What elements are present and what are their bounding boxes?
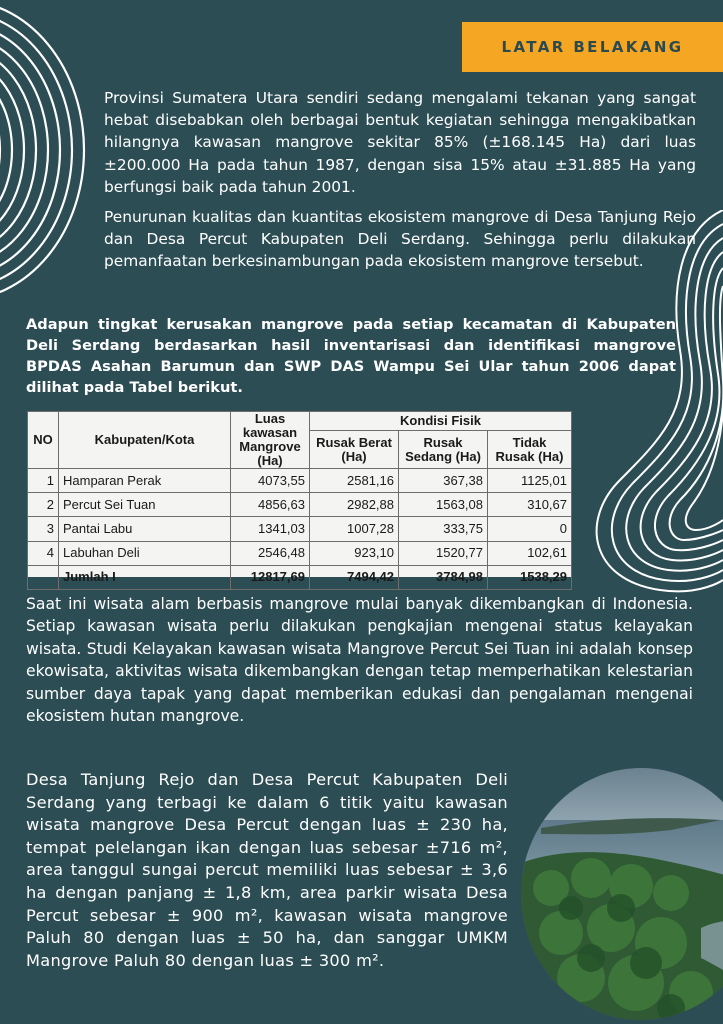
- table-row: [28, 469, 572, 493]
- cell-medium: 333,75: [399, 517, 488, 541]
- mangrove-aerial-photo: [521, 768, 723, 1020]
- header-no: NO: [28, 412, 59, 469]
- cell-no: 2: [28, 493, 59, 517]
- cell-no: 1: [28, 469, 59, 493]
- cell-heavy: 923,10: [310, 541, 399, 565]
- cell-heavy: 2982,88: [310, 493, 399, 517]
- header-heavy-damage: Rusak Berat (Ha): [310, 431, 399, 469]
- cell-total-none: 1538,29: [488, 565, 572, 589]
- ecotourism-paragraph: Saat ini wisata alam berbasis mangrove mulai banyak dikembangkan di Indonesia. Setiap kawasan wisata perlu dilakukan pengkajian mengenai status kelayakan wisata. Studi Kelayakan kawasan wisata Mangrove Percut Sei Tuan ini adalah konsep ekowisata, aktivitas wisata dikembangkan dengan tetap memperhatikan kelestarian sumber daya tapak yang dapat memberikan edukasi dan pengalaman mengenai ekosistem hutan mangrove.: [26, 595, 693, 726]
- cell-no: 4: [28, 541, 59, 565]
- intro-paragraph: Provinsi Sumatera Utara sendiri sedang mengalami tekanan yang sangat hebat disebabkan oleh berbagai bentuk kegiatan sehingga mengakibatkan hilangnya kawasan mangrove sekitar 85% (±168.145 Ha) dari luas ±200.000 Ha pada tahun 1987, dengan sisa 15% atau ±31.885 Ha yang berfungsi baik pada tahun 2001.: [104, 89, 696, 196]
- header-region: Kabupaten/Kota: [59, 412, 231, 469]
- cell-total-label: Jumlah I: [59, 565, 231, 589]
- table-row: [28, 541, 572, 565]
- cell-region: Percut Sei Tuan: [59, 493, 231, 517]
- cell-area: 4073,55: [231, 469, 310, 493]
- cell-none: 310,67: [488, 493, 572, 517]
- concentric-arcs-decoration: [0, 0, 100, 310]
- cell-area: 2546,48: [231, 541, 310, 565]
- decline-paragraph: Penurunan kualitas dan kuantitas ekosistem mangrove di Desa Tanjung Rejo dan Desa Percut Kabupaten Deli Serdang. Sehingga perlu dilakukan pemanfaatan berkesinambungan pada ekosistem mangrove tersebut.: [104, 208, 696, 271]
- cell-medium: 1563,08: [399, 493, 488, 517]
- cell-medium: 367,38: [399, 469, 488, 493]
- header-physical-condition: Kondisi Fisik: [310, 412, 572, 431]
- table-total-row: [28, 565, 572, 589]
- section-header-badge: [462, 22, 723, 72]
- cell-none: 0: [488, 517, 572, 541]
- cell-none: 102,61: [488, 541, 572, 565]
- header-area: Luas kawasan Mangrove (Ha): [231, 412, 310, 469]
- cell-heavy: 1007,28: [310, 517, 399, 541]
- locations-paragraph: Desa Tanjung Rejo dan Desa Percut Kabupaten Deli Serdang yang terbagi ke dalam 6 titik yaitu kawasan wisata mangrove Desa Percut dengan luas ± 230 ha, tempat pelelangan ikan dengan luas sebesar ±716 m², area tanggul sungai percut memiliki luas sebesar ± 3,6 ha dengan panjang ± 1,8 km, area parkir wisata Desa Percut sebesar ± 900 m², kawasan wisata mangrove Paluh 80 dengan luas ± 50 ha, dan sanggar UMKM Mangrove Paluh 80 dengan luas ± 300 m².: [26, 770, 508, 970]
- cell-total-area: 12817,69: [231, 565, 310, 589]
- table-intro-paragraph: Adapun tingkat kerusakan mangrove pada setiap kecamatan di Kabupaten Deli Serdang berdasarkan hasil inventarisasi dan identifikasi mangrove BPDAS Asahan Barumun dan SWP DAS Wampu Sei Ular tahun 2006 dapat dilihat pada Tabel berikut.: [26, 316, 676, 396]
- cell-total-medium: 3784,98: [399, 565, 488, 589]
- cell-no: 3: [28, 517, 59, 541]
- cell-total-heavy: 7494,42: [310, 565, 399, 589]
- cell-medium: 1520,77: [399, 541, 488, 565]
- cell-region: Labuhan Deli: [59, 541, 231, 565]
- mangrove-damage-table: [27, 411, 572, 585]
- header-no-damage: Tidak Rusak (Ha): [488, 431, 572, 469]
- header-medium-damage: Rusak Sedang (Ha): [399, 431, 488, 469]
- cell-region: Pantai Labu: [59, 517, 231, 541]
- table-row: [28, 493, 572, 517]
- cell-none: 1125,01: [488, 469, 572, 493]
- section-title: LATAR BELAKANG: [501, 38, 684, 56]
- table-row: [28, 517, 572, 541]
- cell-area: 1341,03: [231, 517, 310, 541]
- cell-region: Hamparan Perak: [59, 469, 231, 493]
- cell-heavy: 2581,16: [310, 469, 399, 493]
- cell-area: 4856,63: [231, 493, 310, 517]
